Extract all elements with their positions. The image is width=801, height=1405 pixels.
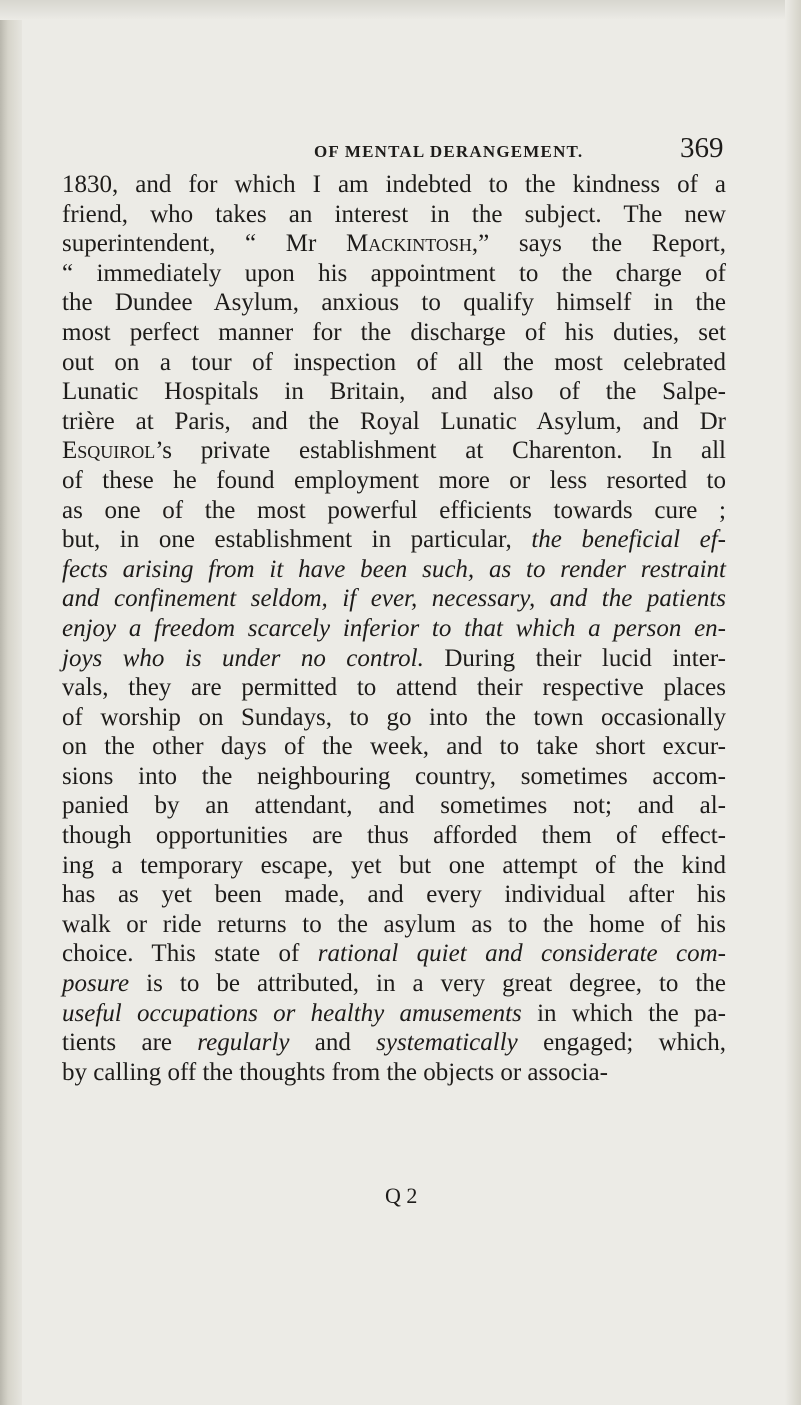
text-line [62, 910, 726, 940]
text-line [62, 288, 726, 318]
text-line [62, 525, 726, 555]
text-run: engaged; which, [517, 1029, 726, 1057]
text-run: ’s private establishment at Charenton. In all [155, 437, 726, 465]
text-line [62, 496, 726, 526]
text-run: has as yet been made, and every individual after his [62, 881, 726, 909]
italic-text-run: fects arising from it have been such, as to render restraint [62, 555, 726, 583]
text-run: on the other days of the week, and to take short excur- [62, 733, 726, 761]
text-run: as one of the most powerful efficients towards cure ; [62, 496, 726, 524]
text-line [62, 673, 726, 703]
italic-text-run: systematically [376, 1029, 518, 1057]
text-line [62, 170, 726, 200]
text-run: choice. This state of [62, 940, 318, 968]
text-run: by calling off the thoughts from the objects or associa- [62, 1058, 608, 1086]
text-line [62, 939, 726, 969]
text-line [62, 644, 726, 674]
text-line [62, 969, 726, 999]
running-head: OF MENTAL DERANGEMENT. [314, 142, 584, 161]
italic-text-run: useful occupations or healthy amusements [62, 999, 522, 1027]
signature-mark: Q 2 [385, 1183, 418, 1208]
text-run: During their lucid inter- [423, 644, 726, 672]
text-run: ing a temporary escape, yet but one attempt of the kind [62, 851, 726, 879]
text-run: most perfect manner for the discharge of his duties, set [62, 318, 726, 346]
text-run: in which the pa- [521, 999, 726, 1027]
text-line [62, 229, 726, 259]
page-top-edge [0, 0, 801, 20]
text-run: walk or ride returns to the asylum as to the home of his [62, 910, 726, 938]
page-gutter-shadow [0, 0, 22, 1405]
text-run: of these he found employment more or less resorted to [62, 466, 726, 494]
text-run: superintendent, “ Mr [62, 230, 346, 258]
text-run: is to be attributed, in a very great degree, to the [129, 970, 726, 998]
italic-text-run: and confinement seldom, if ever, necessary, and the patients [62, 585, 726, 613]
italic-text-run: rational quiet and considerate com- [317, 940, 726, 968]
text-run: panied by an attendant, and sometimes not; and al- [62, 792, 726, 820]
italic-text-run: joys who is under no control. [62, 644, 424, 672]
text-line [62, 555, 726, 585]
italic-text-run: posure [62, 970, 130, 998]
text-run: 1830, and for which I am indebted to the kindness of a [62, 171, 726, 198]
text-run: friend, who takes an interest in the subject. The new [62, 200, 726, 228]
text-run: vals, they are permitted to attend their respective places [62, 674, 726, 702]
text-line [62, 584, 726, 614]
small-caps-name: Mackintosh, [345, 230, 479, 258]
italic-text-run: the beneficial ef- [531, 526, 727, 554]
text-run: ” says the Report, [478, 230, 726, 258]
text-run: “ immediately upon his appointment to the charge of [62, 259, 726, 287]
text-line [62, 1058, 726, 1088]
text-run: Lunatic Hospitals in Britain, and also of the Salpe- [62, 378, 726, 406]
text-line [62, 999, 726, 1029]
text-line [62, 200, 726, 230]
text-line [62, 791, 726, 821]
italic-text-run: regularly [197, 1029, 290, 1057]
text-line [62, 703, 726, 733]
text-line [62, 348, 726, 378]
text-line [62, 762, 726, 792]
text-line [62, 732, 726, 762]
page-right-edge [785, 0, 801, 1405]
text-run: the Dundee Asylum, anxious to qualify himself in the [62, 289, 726, 317]
text-run: sions into the neighbouring country, sometimes accom- [62, 762, 726, 790]
text-line [62, 1028, 726, 1058]
text-line [62, 614, 726, 644]
text-run: out on a tour of inspection of all the most celebrated [62, 348, 726, 376]
text-run: though opportunities are thus afforded them of effect- [62, 822, 726, 850]
text-line [62, 377, 726, 407]
text-line [62, 880, 726, 910]
text-line [62, 436, 726, 466]
text-run: but, in one establishment in particular, [62, 526, 532, 554]
text-run: and [289, 1029, 377, 1057]
small-caps-name: Esquirol [62, 437, 156, 465]
text-line [62, 466, 726, 496]
text-run: trière at Paris, and the Royal Lunatic Asylum, and Dr [62, 407, 726, 435]
text-line [62, 259, 726, 289]
italic-text-run: enjoy a freedom scarcely inferior to that which a person en- [62, 614, 726, 642]
text-line [62, 318, 726, 348]
text-run: tients are [62, 1029, 198, 1057]
text-line [62, 407, 726, 437]
page-number: 369 [680, 132, 724, 164]
text-line [62, 821, 726, 851]
text-line [62, 851, 726, 881]
body-paragraph [62, 170, 726, 1087]
text-run: of worship on Sundays, to go into the town occasionally [62, 703, 726, 731]
